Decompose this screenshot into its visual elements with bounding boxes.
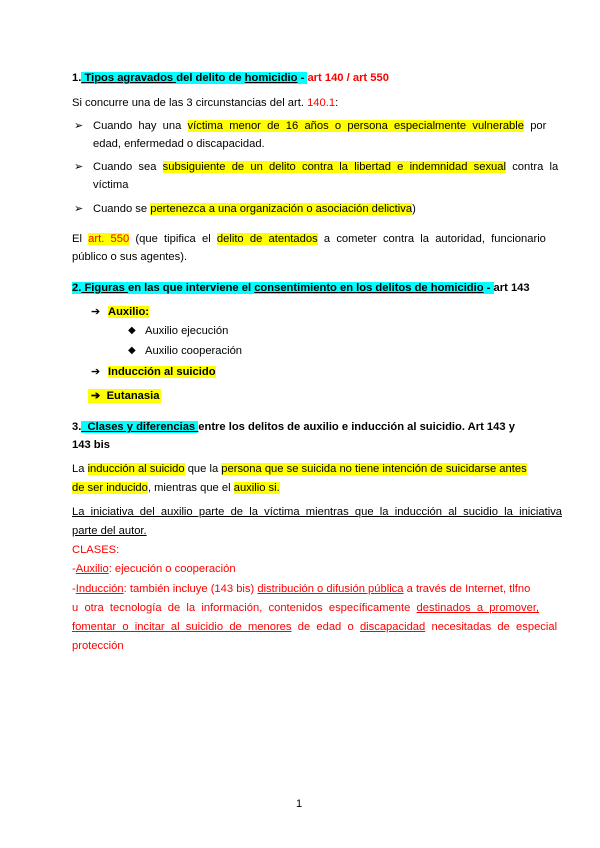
text-run: Si concurre una de las 3 circunstancias del art. bbox=[72, 97, 308, 109]
bullet-3 bbox=[93, 202, 416, 216]
bullet-2-line-2: víctima bbox=[93, 179, 129, 191]
clases-label: CLASES: bbox=[72, 544, 120, 556]
sub-item-auxilio-cooperacion: Auxilio cooperación bbox=[145, 345, 243, 357]
clase-induccion-line-1 bbox=[72, 582, 530, 596]
text-run: Cuando se bbox=[93, 203, 151, 215]
clase-induccion-line-4: protección bbox=[72, 640, 124, 652]
section-2-title-part: en las que interviene el bbox=[127, 282, 255, 294]
text-run: La bbox=[72, 463, 88, 475]
section-1-article-ref: art 140 / art 550 bbox=[307, 72, 389, 84]
diamond-icon: ◆ bbox=[128, 345, 136, 356]
bullet-icon: ➢ bbox=[74, 203, 84, 215]
underlined-term: discapacidad bbox=[359, 621, 426, 633]
section-1-heading bbox=[72, 71, 389, 85]
article-ref: 140.1 bbox=[307, 97, 336, 109]
underlined-term: Inducción bbox=[75, 583, 124, 595]
section-3-title-part: entre los delitos de auxilio e inducción al suicidio. Art 143 y bbox=[198, 421, 515, 433]
bullet-icon: ➢ bbox=[74, 120, 84, 132]
section-3-title-part: Clases y bbox=[81, 421, 137, 433]
item-eutanasia bbox=[88, 389, 161, 403]
text-run: de edad o bbox=[291, 621, 360, 633]
arrow-icon: ➔ bbox=[91, 390, 101, 402]
text-run: Cuando sea bbox=[93, 161, 163, 173]
section-2-title-part: Figuras bbox=[81, 282, 128, 294]
bullet-1-line-1 bbox=[93, 119, 546, 133]
text-run: Cuando hay una bbox=[93, 120, 188, 132]
section-2-title-part: consentimiento en los delitos de homicidio bbox=[254, 282, 484, 294]
paragraph-iniciativa-line-1: La iniciativa del auxilio parte de la víctima mientras que la inducción al sucidio la iniciativa bbox=[72, 506, 563, 518]
text-run: ) bbox=[412, 203, 416, 215]
paragraph-art-550-line-1 bbox=[72, 232, 546, 246]
section-3-title-part: diferencias bbox=[136, 421, 199, 433]
section-1-title-part: Tipos agravados bbox=[81, 72, 177, 84]
clase-induccion-line-2 bbox=[72, 601, 539, 615]
section-1-title-part: homicidio bbox=[244, 72, 298, 84]
section-3-heading-line-1 bbox=[72, 420, 515, 434]
text-run: que la bbox=[184, 463, 222, 475]
item-auxilio bbox=[108, 305, 149, 319]
item-induccion bbox=[108, 365, 216, 379]
text-run: necesitadas de especial bbox=[425, 621, 558, 633]
section-2-article-ref: art 143 bbox=[493, 282, 530, 294]
section-1-number: 1. bbox=[72, 72, 82, 84]
underlined-term: fomentar o incitar al suicidio de menores bbox=[72, 621, 292, 633]
sub-item-auxilio-ejecucion: Auxilio ejecución bbox=[145, 325, 229, 337]
section-1-title-part: - bbox=[297, 72, 308, 84]
text-run: El bbox=[72, 233, 89, 245]
diamond-icon: ◆ bbox=[128, 325, 136, 336]
clase-induccion-line-3 bbox=[72, 620, 557, 634]
item-eutanasia-label: Eutanasia bbox=[106, 390, 160, 402]
text-run: por bbox=[523, 120, 547, 132]
highlight: subsiguiente de un delito contra la libertad e indemnidad sexual bbox=[162, 161, 506, 173]
section-1-title-part: delito de bbox=[192, 72, 245, 84]
text-run: u otra tecnología de la información, contenidos específicamente bbox=[72, 602, 417, 614]
paragraph-diff-line-2 bbox=[72, 481, 280, 495]
text-run: , mientras que el bbox=[147, 482, 234, 494]
text-run: : ejecución o cooperación bbox=[108, 563, 236, 575]
arrow-icon: ➔ bbox=[91, 306, 101, 318]
highlight: de ser inducido bbox=[72, 482, 148, 494]
section-3-number: 3. bbox=[72, 421, 82, 433]
paragraph-art-550-line-2: público o sus agentes). bbox=[72, 251, 188, 263]
section-2-title-part: - bbox=[483, 282, 494, 294]
highlight: delito de atentados bbox=[216, 233, 318, 245]
text-run: a través de Internet, tlfno bbox=[403, 583, 531, 595]
text-run: a cometer contra la autoridad, funcionario bbox=[317, 233, 546, 245]
text-run: contra la bbox=[505, 161, 559, 173]
clase-auxilio bbox=[72, 562, 236, 576]
highlight: persona que se suicida no tiene intención de suicidarse antes bbox=[221, 463, 527, 475]
underlined-term: distribución o difusión pública bbox=[257, 583, 404, 595]
text-run: - bbox=[72, 563, 76, 575]
highlight: auxilio si. bbox=[233, 482, 280, 494]
section-2-number: 2. bbox=[72, 282, 82, 294]
text-run: : bbox=[335, 97, 339, 109]
highlight: pertenezca a una organización o asociación delictiva bbox=[150, 203, 413, 215]
bullet-1-line-2: edad, enfermedad o discapacidad. bbox=[93, 138, 265, 150]
highlight: Inducción al suicido bbox=[108, 366, 216, 378]
highlight: art. 550 bbox=[88, 233, 130, 245]
page-number: 1 bbox=[296, 798, 303, 810]
highlight: víctima menor de 16 años o persona especialmente vulnerable bbox=[187, 120, 524, 132]
section-3-heading-line-2: 143 bis bbox=[72, 439, 110, 451]
underlined-term: destinados a promover, bbox=[416, 602, 540, 614]
arrow-icon: ➔ bbox=[91, 366, 101, 378]
paragraph-iniciativa-line-2: parte del autor. bbox=[72, 525, 147, 537]
highlight: Auxilio: bbox=[108, 306, 150, 318]
section-2-heading bbox=[72, 281, 530, 295]
text-run: - bbox=[72, 583, 76, 595]
section-1-intro bbox=[72, 96, 338, 110]
highlight: inducción al suicido bbox=[87, 463, 185, 475]
underlined-term: Auxilio bbox=[75, 563, 109, 575]
text-run: : también incluye (143 bis) bbox=[123, 583, 258, 595]
text-run: (que tipifica el bbox=[129, 233, 217, 245]
paragraph-diff-line-1 bbox=[72, 462, 527, 476]
section-1-title-part: del bbox=[176, 72, 193, 84]
bullet-icon: ➢ bbox=[74, 161, 84, 173]
bullet-2-line-1 bbox=[93, 160, 558, 174]
